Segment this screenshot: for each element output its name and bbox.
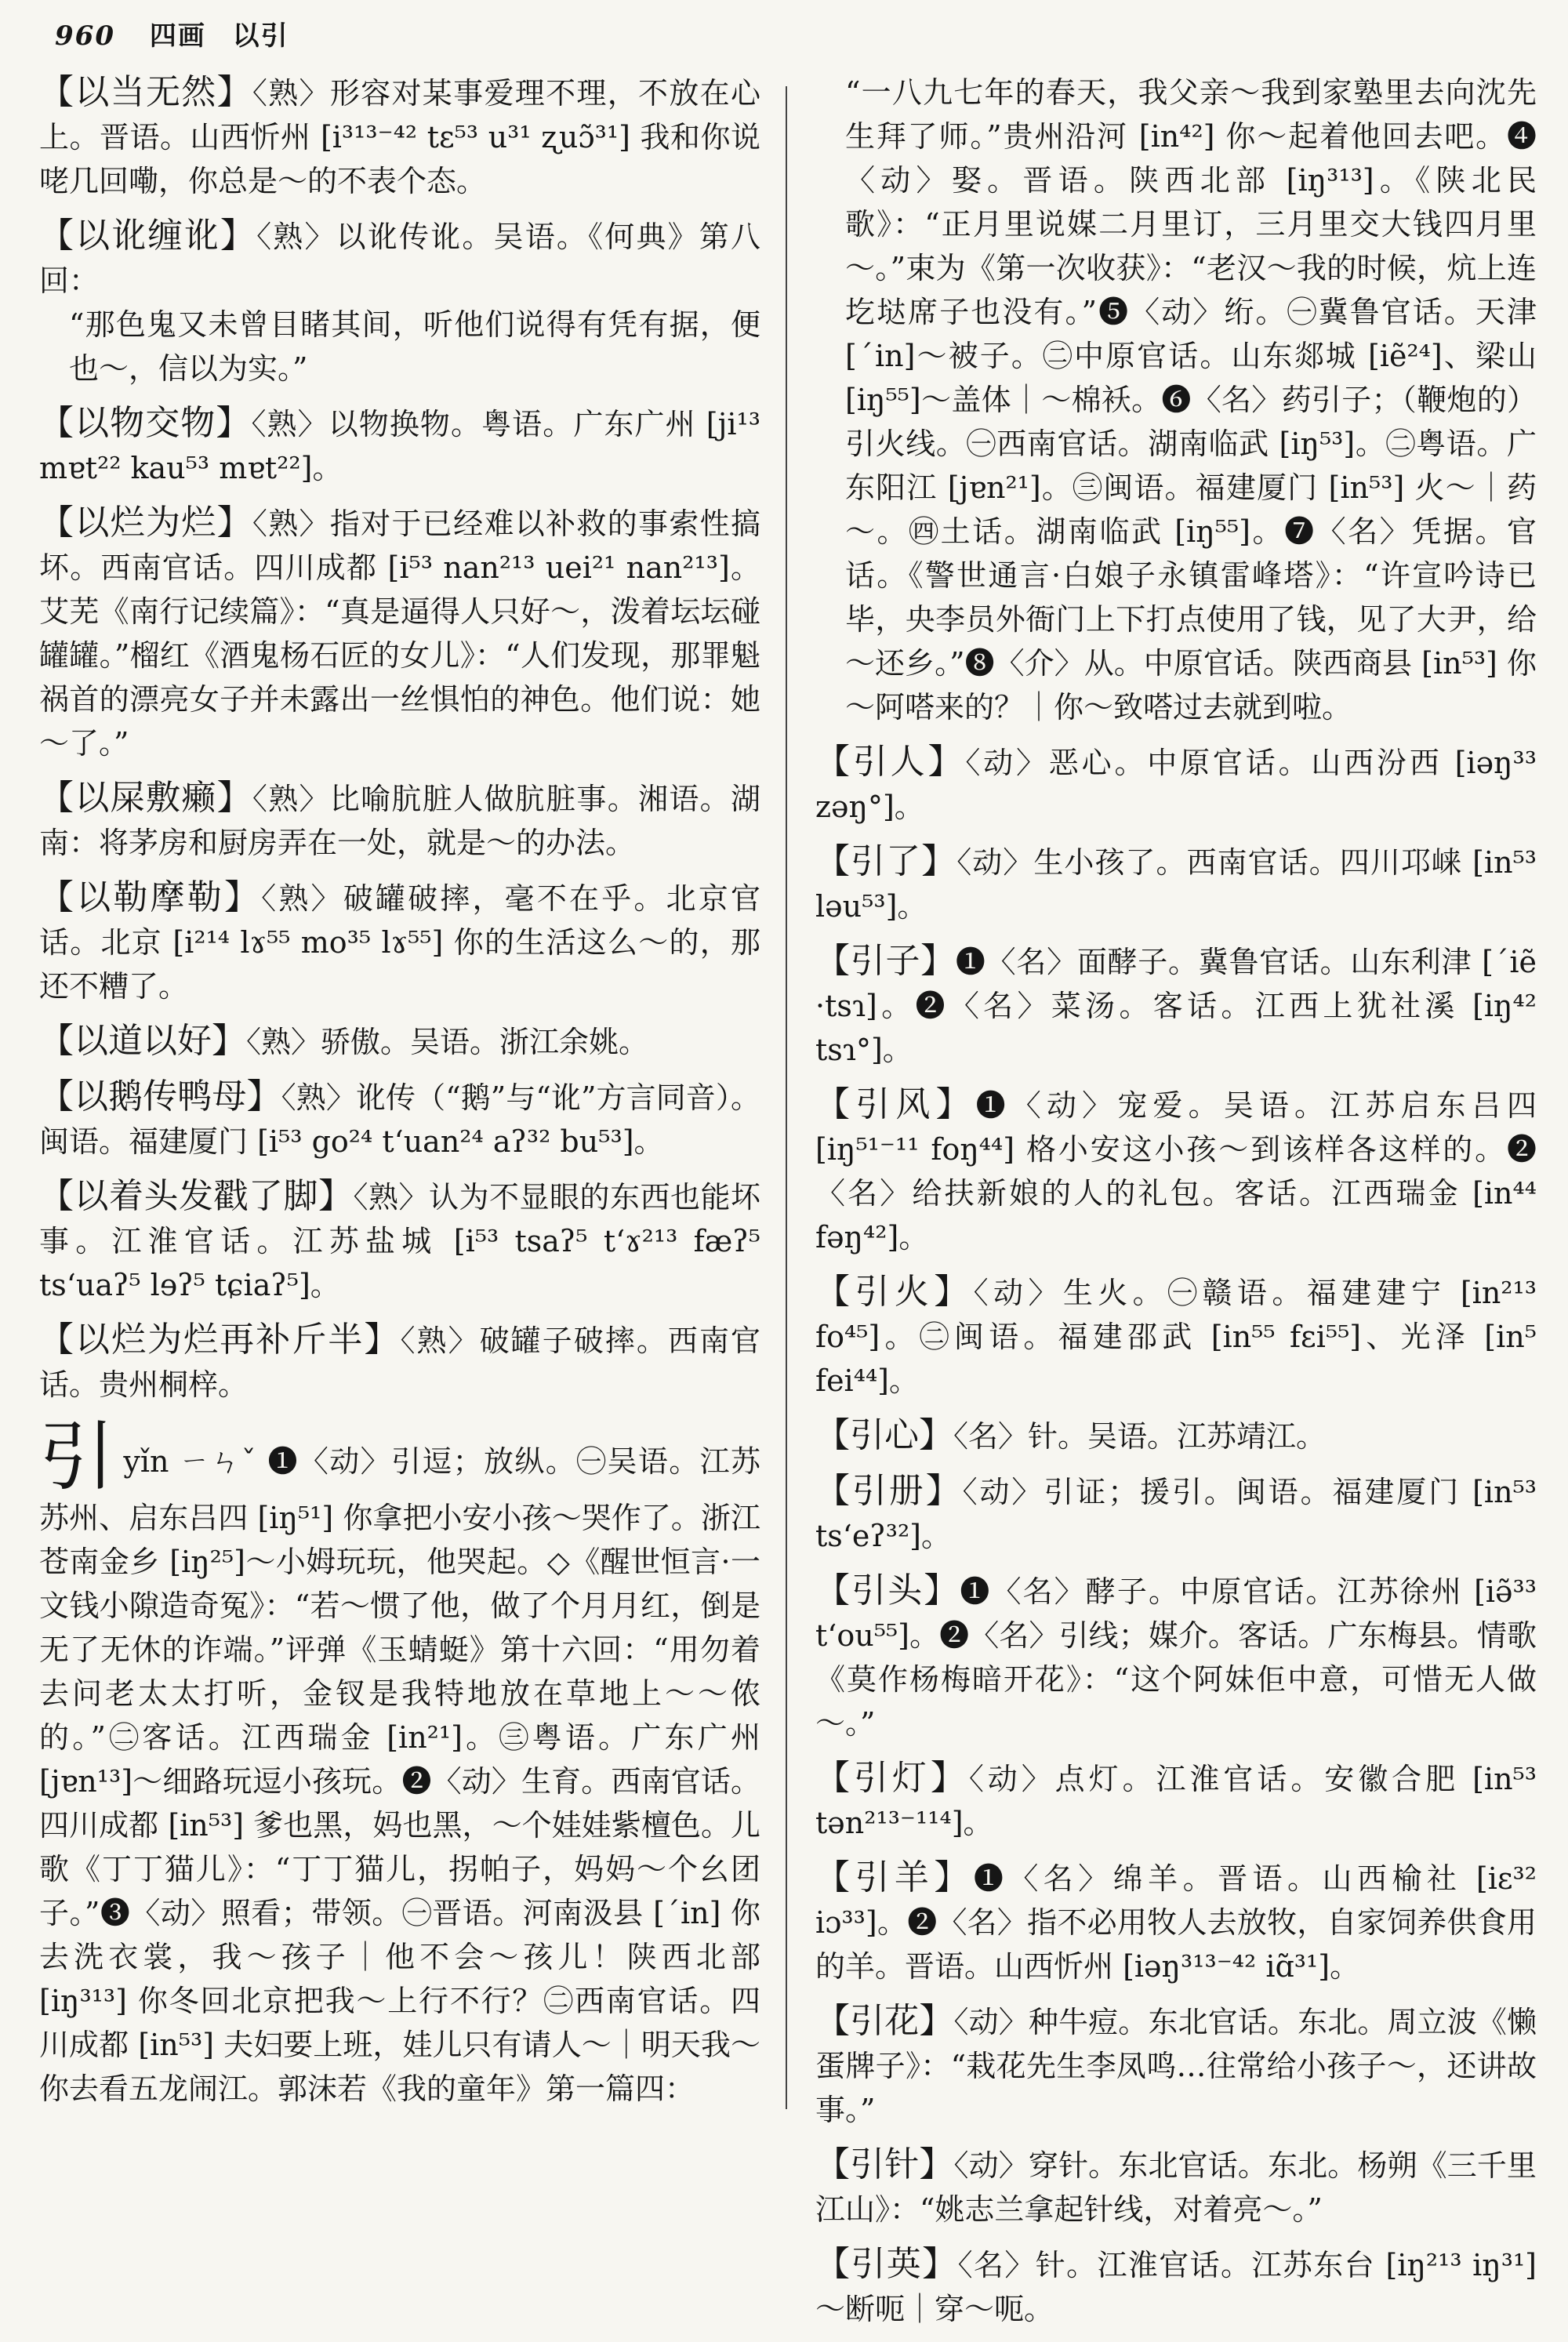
entry-body: 〈熟〉破罐破摔，毫不在乎。北京官话。北京 [i²¹⁴ lɤ⁵⁵ mo³⁵ lɤ⁵⁵] 你的生活这么～的，那还不糟了。 (39, 881, 760, 1004)
continuation-text: “一八九七年的春天，我父亲～我到家塾里去向沈先生拜了师。”贵州沿河 [in⁴²] 你～起着他回去吧。❹〈动〉娶。晋语。陕西北部 [iŋ³¹³]。《陕北民歌》：“正月里说媒二月里订，三月里交大钱四月里～。”束为《第一次收获》：“老汉～我的时候，炕上连圪垯席子也没有。”❺〈动〉绗。㊀冀鲁官话。天津 [ˊin]～被子。㊁中原官话。山东郯城 [iẽ²⁴]、梁山 [iŋ⁵⁵]～盖体｜～棉袄。❻〈名〉药引子；（鞭炮的）引火线。㊀西南官话。湖南临武 [iŋ⁵³]。㊁粤语。广东阳江 [jɐn²¹]。㊂闽语。福建厦门 [in⁵³] 火～｜药～。㊃土话。湖南临武 [iŋ⁵⁵]。❼〈名〉凭据。官话。《警世通言·白娘子永镇雷峰塔》：“许宣吟诗已毕，央李员外衙门上下打点使用了钱，见了大尹，给～还乡。”❽〈介〉从。中原官话。陕西商县 [in⁵³] 你～阿嗒来的？｜你～致嗒过去就到啦。 (845, 75, 1537, 724)
entry-body: 〈动〉引证；援引。闽语。福建厦门 [in⁵³ ts‘eʔ³²]。 (815, 1475, 1537, 1553)
entry-headword: 【引针】 (815, 2144, 954, 2184)
entry-body: 〈熟〉形容对某事爱理不理，不放在心上。晋语。山西忻州 [i³¹³⁻⁴² tɛ⁵³ u³¹ ʐuɔ̃³¹] 我和你说咾几回嘞，你总是～的不表个态。 (39, 76, 760, 198)
entry-headword: 【引风】 (815, 1084, 976, 1124)
entry-headword: 【以屎敷癞】 (39, 778, 252, 818)
entry-headword: 【以烂为烂再补斤半】 (39, 1320, 401, 1360)
main-entry-body: ❶〈动〉引逗；放纵。㊀吴语。江苏苏州、启东吕四 [iŋ⁵¹] 你拿把小安小孩～哭作了。浙江苍南金乡 [iŋ²⁵]～小姆玩玩，他哭起。◇《醒世恒言·一文钱小隙造奇冤》：“若～惯了他，做了个月月红，倒是无了无休的诈端。”评弹《玉蜻蜓》第十六回：“用勿着去问老太太打听，金钗是我特地放在草地上～～侬的。”㊁客话。江西瑞金 [in²¹]。㊂粤语。广东广州 [jɐn¹³]～细路玩逗小孩玩。❷〈动〉生育。西南官话。四川成都 [in⁵³] 爹也黑，妈也黑，～个娃娃紫檀色。儿歌《丁丁猫儿》：“丁丁猫儿，拐帕子，妈妈～个幺团子。”❸〈动〉照看；带领。㊀晋语。河南汲县 [ˊin] 你去洗衣裳，我～孩子｜他不会～孩儿！陕西北部 [iŋ³¹³] 你冬回北京把我～上行不行？㊁西南官话。四川成都 [in⁵³] 夫妇要上班，娃儿只有请人～｜明天我～你去看五龙闹江。郭沫若《我的童年》第一篇四： (39, 1444, 760, 2106)
entry (815, 1999, 1537, 2132)
entry (39, 1175, 760, 1307)
entry (39, 214, 760, 390)
entry-headword: 【引了】 (815, 841, 957, 881)
entry (39, 1318, 760, 1407)
main-entry-char: 引 (39, 1413, 116, 1501)
entry-headword: 【以烂为烂】 (39, 503, 252, 543)
entry-body: 〈动〉点灯。江淮官话。安徽合肥 [in⁵³ tən²¹³⁻¹¹⁴]。 (815, 1762, 1537, 1840)
page-number: 960 (55, 20, 115, 52)
entry-headword: 【引子】 (815, 941, 956, 981)
entry (39, 876, 760, 1008)
entry-body: ❶〈名〉绵羊。晋语。山西榆社 [iɛ³² iɔ³³]。❷〈名〉指不必用牧人去放牧，自家饲养供食用的羊。晋语。山西忻州 [iəŋ³¹³⁻⁴² iɑ̃³¹]。 (815, 1861, 1537, 1984)
entry-body: 〈动〉种牛痘。东北官话。东北。周立波《懒蛋牌子》：“栽花先生李凤鸣…往常给小孩子～，还讲故事。” (815, 2005, 1537, 2127)
entry (39, 1019, 760, 1064)
entry-headword: 【以鹅传鸭母】 (39, 1077, 281, 1117)
entry (815, 1856, 1537, 1988)
entry-quote: “那色鬼又未曾目睹其间，听他们说得有凭有据，便也～，信以为实。” (69, 307, 760, 386)
entry-body: 〈动〉穿针。东北官话。东北。杨朔《三千里江山》：“姚志兰拿起针线，对着亮～。” (815, 2148, 1537, 2227)
entry (815, 740, 1537, 829)
entry-headword: 【引心】 (815, 1415, 953, 1455)
entry-body: 〈动〉恶心。中原官话。山西汾西 [iəŋ³³ zəŋ°]。 (815, 746, 1537, 824)
entry (815, 1756, 1537, 1845)
entry-body: ❶〈名〉酵子。中原官话。江苏徐州 [iə̃³³ t‘ou⁵⁵]。❷〈名〉引线；媒介。客话。广东梅县。情歌《莫作杨梅暗开花》：“这个阿妹佢中意，可惜无人做～。” (815, 1574, 1537, 1741)
entry-body: 〈熟〉指对于已经难以补救的事索性搞坏。西南官话。四川成都 [i⁵³ nan²¹³ uei²¹ nan²¹³]。艾芜《南行记续篇》：“真是逼得人只好～，泼着坛坛碰罐罐。”榴红《酒鬼杨石匠的女儿》：“人们发现，那罪魁祸首的漂亮女子并未露出一丝惧怕的神色。他们说：她～了。” (39, 507, 760, 761)
entry-headword: 【以物交物】 (39, 403, 252, 443)
entry (815, 1469, 1537, 1558)
entry (39, 776, 760, 865)
entry-headword: 【引英】 (815, 2244, 958, 2284)
entry-body: 〈熟〉骄傲。吴语。浙江余姚。 (246, 1025, 649, 1059)
entry-headword: 【以道以好】 (39, 1021, 246, 1061)
entry (39, 71, 760, 203)
entry-body: 〈名〉针。吴语。江苏靖江。 (953, 1419, 1327, 1454)
entry (815, 1414, 1537, 1458)
entry-body: 〈名〉针。江淮官话。江苏东台 [iŋ²¹³ iŋ³¹]～断呃｜穿～呃。 (815, 2248, 1537, 2326)
entry-headword: 【引灯】 (815, 1758, 969, 1798)
entry-headword: 【引人】 (815, 742, 966, 782)
entry-body: 〈熟〉以讹传讹。吴语。《何典》第八回： (39, 220, 760, 298)
entry (815, 1270, 1537, 1403)
entry-headword: 【引火】 (815, 1272, 974, 1312)
entry-body: ❶〈名〉面酵子。冀鲁官话。山东利津 [ˊiẽ ·tsɿ]。❷〈名〉菜汤。客话。江西上犹社溪 [iŋ⁴² tsɿ°]。 (815, 945, 1537, 1067)
entry (815, 2143, 1537, 2231)
entry-body: 〈熟〉比喻肮脏人做肮脏事。湘语。湖南：将茅房和厨房弄在一处，就是～的办法。 (39, 782, 760, 860)
entry-headword: 【引头】 (815, 1570, 960, 1610)
entry-body: ❶〈动〉宠爱。吴语。江苏启东吕四 [iŋ⁵¹⁻¹¹ foŋ⁴⁴] 格小安这小孩～到该样各这样的。❷〈名〉给扶新娘的人的礼包。客话。江西瑞金 [in⁴⁴ fəŋ⁴²]。 (815, 1088, 1537, 1255)
entry-body: 〈熟〉以物换物。粤语。广东广州 [ji¹³ mɐt²² kau⁵³ mɐt²²]。 (39, 407, 761, 485)
entry-headword: 【引羊】 (815, 1857, 974, 1897)
entry (815, 2242, 1537, 2331)
guide-chars: 以引 (232, 20, 289, 52)
entry-body: 〈熟〉破罐子破摔。西南官话。贵州桐梓。 (39, 1324, 760, 1402)
entry (815, 939, 1537, 1072)
entry-headword: 【以当无然】 (39, 72, 252, 112)
entry-continuation (815, 71, 1537, 729)
entry-body: 〈动〉生火。㊀赣语。福建建宁 [in²¹³ fo⁴⁵]。㊁闽语。福建邵武 [in⁵⁵ fɛi⁵⁵]、光泽 [in⁵ fei⁴⁴]。 (815, 1276, 1537, 1398)
entry-body: 〈熟〉讹传（“鹅”与“讹”方言同音）。闽语。福建厦门 [i⁵³ go²⁴ t‘uan²⁴ aʔ³² bu⁵³]。 (39, 1080, 760, 1159)
section-label: 四画 (149, 20, 206, 52)
column-divider (786, 86, 787, 2109)
entry-headword: 【引册】 (815, 1471, 963, 1511)
entry-body: 〈动〉生小孩了。西南官话。四川邛崃 [in⁵³ ləu⁵³]。 (815, 845, 1537, 924)
entry (815, 1569, 1537, 1745)
entry (39, 1075, 760, 1164)
entry-headword: 【以勒摩勒】 (39, 877, 262, 917)
entry-headword: 【以讹缠讹】 (39, 216, 257, 256)
page-header (55, 14, 289, 61)
entry (815, 840, 1537, 928)
entry (815, 1083, 1537, 1259)
left-column (39, 71, 760, 2122)
main-entry (39, 1413, 760, 2111)
entry-headword: 【引花】 (815, 2001, 954, 2041)
right-column (815, 71, 1537, 2342)
entry-body: 〈熟〉认为不显眼的东西也能坏事。江淮官话。江苏盐城 [i⁵³ tsaʔ⁵ t‘ɤ²¹³ fæʔ⁵ ts‘uaʔ⁵ lɘʔ⁵ tɕiaʔ⁵]。 (39, 1180, 760, 1302)
entry (39, 501, 760, 765)
main-entry-pinyin: yǐn ㄧㄣˇ (123, 1444, 258, 1479)
entry-headword: 【以着头发戳了脚】 (39, 1176, 354, 1216)
entry (39, 401, 760, 490)
